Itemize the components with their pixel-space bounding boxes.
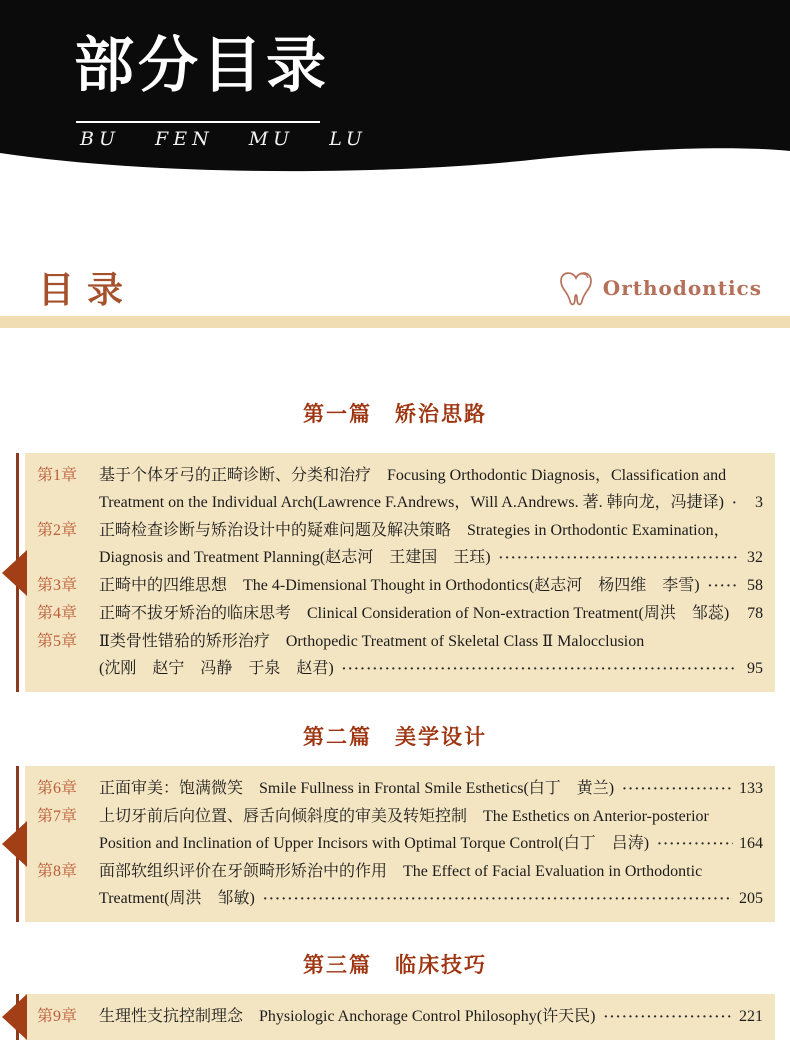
toc-line (37, 544, 763, 572)
chapter-text: Treatment on the Individual Arch(Lawrence F.Andrews，Will A.Andrews. 著. 韩向龙，冯捷译) (99, 494, 724, 511)
chapter-text: 上切牙前后向位置、唇舌向倾斜度的审美及转矩控制 The Esthetics on Anterior-posterior (99, 808, 709, 825)
toc-section (0, 950, 790, 1040)
page-number: 58 (747, 577, 763, 594)
banner-underline (76, 121, 320, 123)
brand-text: Orthodontics (602, 276, 762, 300)
page-number: 95 (747, 660, 763, 677)
chapter-text: 正畸中的四维思想 The 4-Dimensional Thought in Orthodontics(赵志河 杨四维 李雪) (99, 577, 700, 594)
toc-line (37, 803, 763, 830)
toc-line (37, 489, 763, 517)
dot-leader (732, 489, 737, 517)
toc-section (0, 722, 790, 922)
dot-leader (708, 572, 737, 600)
toc-title: 目 录 (38, 270, 126, 310)
toc-line (37, 572, 763, 600)
chapter-label: 第1章 (37, 467, 78, 484)
section-box (25, 994, 775, 1040)
chapter-text: 面部软组织评价在牙颌畸形矫治中的作用 The Effect of Facial Evaluation in Orthodontic (99, 863, 703, 880)
section-title: 第一篇 矫治思路 (303, 402, 487, 426)
toc-line (37, 517, 763, 544)
dot-leader (499, 544, 737, 572)
chapter-label: 第2章 (37, 522, 78, 539)
chapter-text: 正面审美：饱满微笑 Smile Fullness in Frontal Smile Esthetics(白丁 黄兰) (99, 780, 615, 797)
chapter-label: 第5章 (37, 633, 78, 650)
toc-line (37, 462, 763, 489)
page-number: 78 (747, 605, 764, 622)
chapter-text: Treatment(周洪 邹敏) (99, 890, 255, 907)
page-number: 221 (739, 1008, 763, 1025)
dot-leader (603, 1003, 733, 1031)
dot-leader (342, 655, 737, 683)
section-box-wrap (0, 453, 790, 692)
chapter-label: 第7章 (37, 808, 78, 825)
dot-leader (657, 830, 733, 858)
dot-leader (622, 775, 733, 803)
page-number: 32 (747, 549, 763, 566)
toc-line (37, 600, 763, 628)
chapter-label: 第3章 (37, 577, 78, 594)
page-number: 205 (739, 890, 763, 907)
decorative-band (0, 316, 790, 328)
chapter-text: Position and Inclination of Upper Incisors with Optimal Torque Control(白丁 吕涛) (99, 835, 650, 852)
chapter-text: 生理性支抗控制理念 Physiologic Anchorage Control Philosophy(许天民) (99, 1008, 596, 1025)
toc-line (37, 655, 763, 683)
section-title: 第二篇 美学设计 (303, 725, 487, 749)
chapter-text: 基于个体牙弓的正畸诊断、分类和治疗 Focusing Orthodontic Diagnosis，Classification and (99, 467, 727, 484)
top-banner (0, 0, 790, 180)
chapter-text: Diagnosis and Treatment Planning(赵志河 王建国 王珏) (99, 549, 491, 566)
chapter-text: 正畸不拔牙矫治的临床思考 Clinical Consideration of Non-extraction Treatment(周洪 邹蕊) (99, 605, 730, 622)
toc-line (37, 858, 763, 885)
page-number: 133 (739, 780, 763, 797)
toc-sections (0, 399, 790, 1040)
left-arrow-decoration (2, 550, 27, 596)
page-heading (38, 262, 762, 308)
tooth-icon (556, 268, 596, 308)
page-number: 164 (739, 835, 763, 852)
brand-logo (556, 268, 762, 308)
chapter-label: 第8章 (37, 863, 78, 880)
toc-line (37, 830, 763, 858)
section-box-wrap (0, 766, 790, 922)
banner-title: 部分目录 (74, 31, 330, 101)
toc-line (37, 885, 763, 913)
chapter-label: 第6章 (37, 780, 78, 797)
page-number: 3 (755, 494, 763, 511)
chapter-label: 第4章 (37, 605, 78, 622)
left-arrow-decoration (2, 994, 27, 1040)
left-arrow-decoration (2, 821, 27, 867)
banner-pinyin: BU FEN MU LU (80, 128, 367, 150)
toc-section (0, 399, 790, 692)
section-title: 第三篇 临床技巧 (303, 953, 487, 977)
chapter-label: 第9章 (37, 1008, 78, 1025)
chapter-text: Ⅱ类骨性错𬌗的矫形治疗 Orthopedic Treatment of Skeletal Class Ⅱ Malocclusion (99, 633, 645, 650)
section-box (25, 453, 775, 692)
section-box (25, 766, 775, 922)
toc-line (37, 1003, 763, 1031)
toc-line (37, 628, 763, 655)
chapter-text: 正畸检查诊断与矫治设计中的疑难问题及解决策略 Strategies in Orthodontic Examination， (99, 522, 730, 539)
dot-leader (263, 885, 733, 913)
section-box-wrap (0, 994, 790, 1040)
toc-line (37, 775, 763, 803)
chapter-text: (沈刚 赵宁 冯静 于泉 赵君) (99, 660, 334, 677)
